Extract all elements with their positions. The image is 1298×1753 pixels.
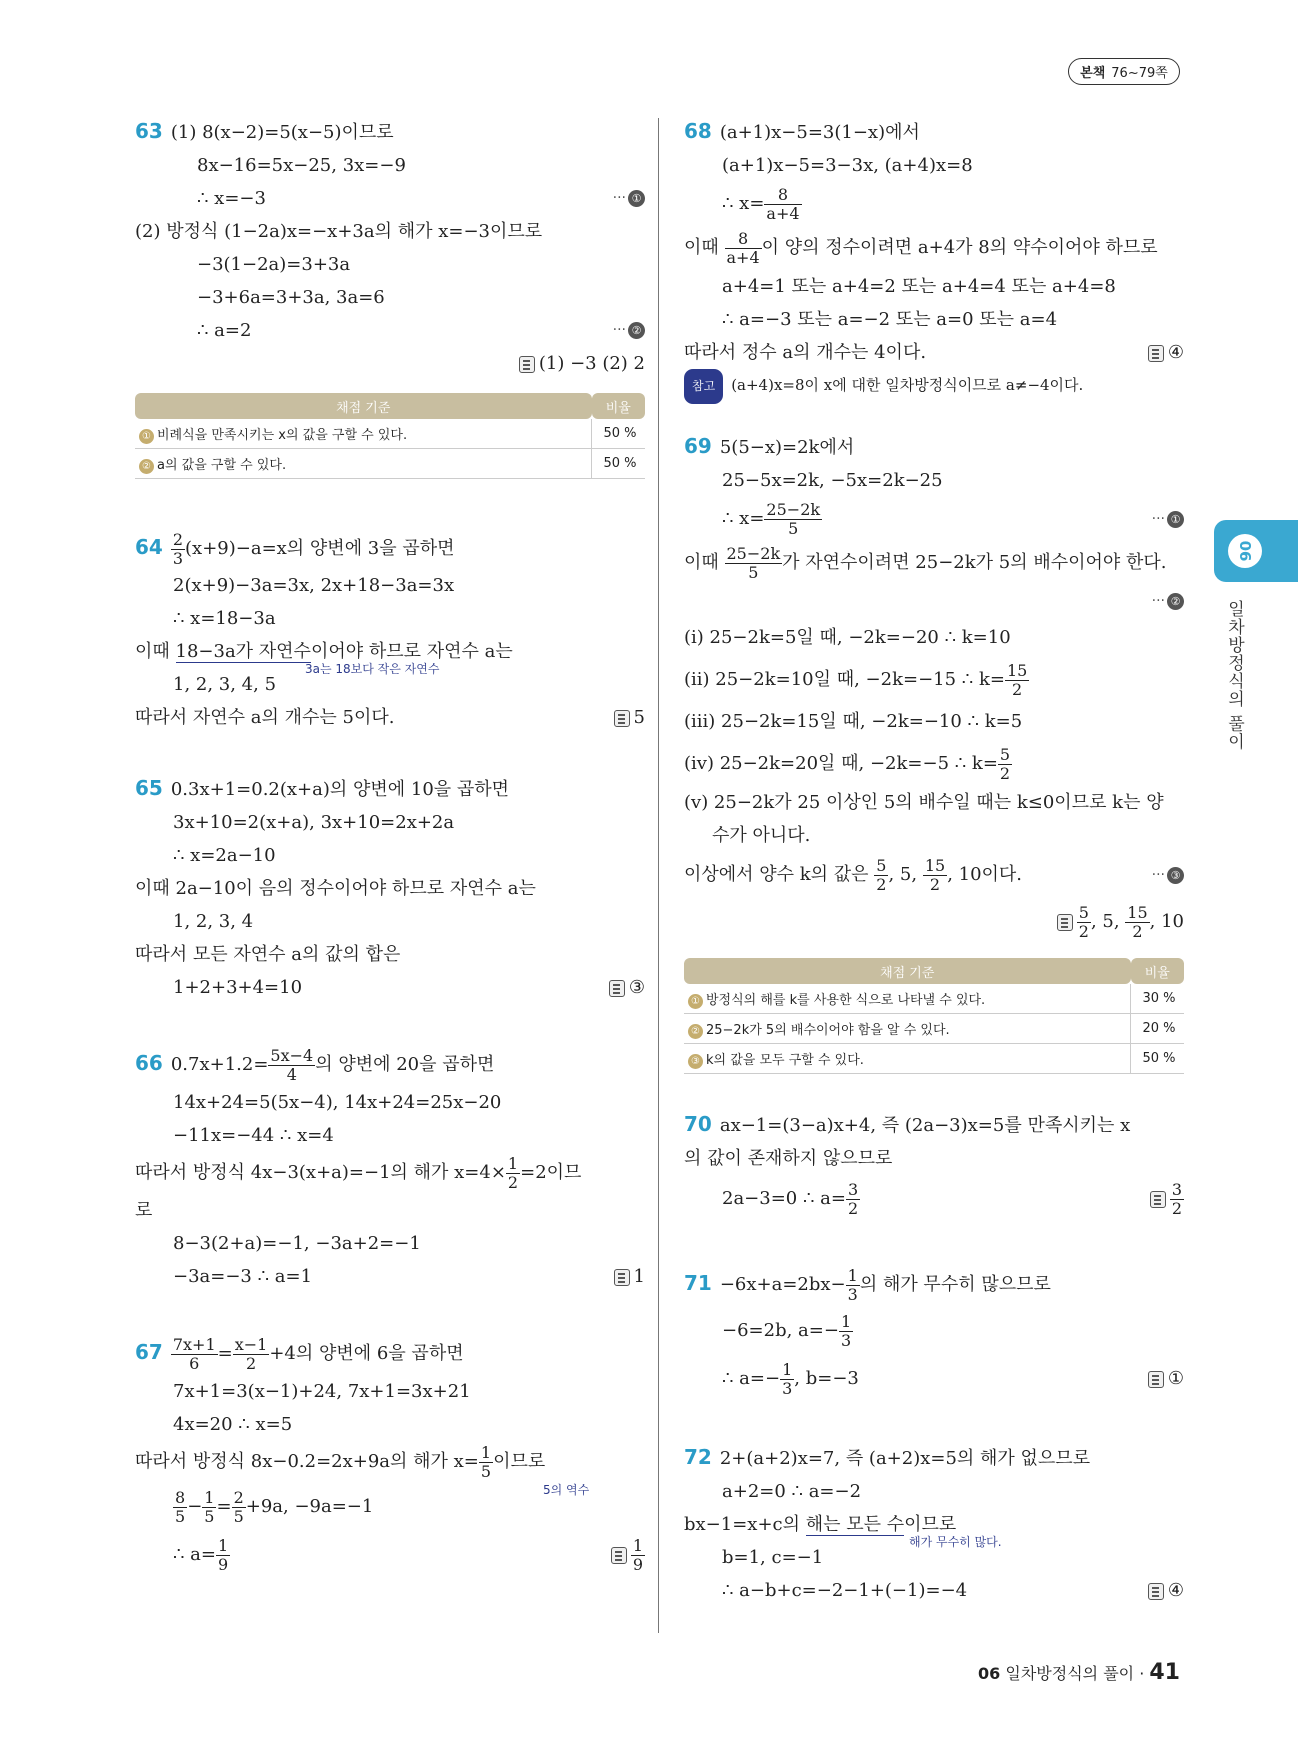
problem-70: 70 ax−1=(3−a)x+4, 즉 (2a−3)x=5를 만족시키는 x 의 값이 존재하지 않으므로 2a−3=0 ∴ a= $\frac{3}{2}$ $\frac{3}{2}$ <box>684 1108 1184 1223</box>
answer: 5 <box>614 701 645 734</box>
case-line: (ⅳ) 25−2k=20일 때, −2k=−5 ∴ k= $\frac{5}{2}$ <box>684 744 1011 783</box>
solution-line: ∴ x= $\frac{25-2k}{5}$ ··· ① <box>684 497 1184 541</box>
problem-number: 67 <box>135 1340 163 1364</box>
solution-line: ∴ a=− $\frac{1}{3}$ , b=−3 ① <box>684 1355 1184 1403</box>
right-column <box>684 115 1184 1607</box>
solution-line: $\frac{8}{5}$ − $\frac{1}{5}$ = $\frac{2}{5}$ +9a, −9a=−1 <box>175 1487 374 1526</box>
problem-number: 66 <box>135 1051 163 1075</box>
solution-line: (2) 방정식 (1−2a)x=−x+3a의 해가 x=−3이므로 <box>135 221 543 242</box>
solution-line: 25−5x=2k, −5x=2k−25 <box>722 470 943 491</box>
criteria-header: 채점 기준 <box>135 393 592 419</box>
problem-number: 69 <box>684 434 712 458</box>
ratio-header: 비율 <box>1131 958 1185 984</box>
solution-line: 따라서 정수 a의 개수는 4이다. ④ <box>684 336 1184 369</box>
solution-line: 7x+1=3(x−1)+24, 7x+1=3x+21 <box>173 1381 471 1402</box>
annotation-note: 3a는 18보다 작은 자연수 <box>305 662 440 676</box>
solution-line: 따라서 모든 자연수 a의 값의 합은 <box>135 944 401 965</box>
table-row: ① 방정식의 해를 k를 사용한 식으로 나타낼 수 있다. 30 % <box>684 984 1184 1014</box>
solution-line: 이상에서 양수 k의 값은 $\frac{5}{2}$ , 5, $\frac{15}{2}$ , 10이다. ··· ③ <box>684 852 1184 898</box>
solution-line: 1, 2, 3, 4 <box>173 911 254 932</box>
solution-line: 이때 $\frac{8}{a+4}$ 이 양의 정수이려면 a+4가 8의 약수이어야 하므로 <box>684 228 1158 267</box>
solution-line: (a+1)x−5=3−3x, (a+4)x=8 <box>722 155 973 176</box>
ref-pages: 76~79쪽 <box>1111 66 1168 81</box>
solution-line: 2a−3=0 ∴ a= $\frac{3}{2}$ $\frac{3}{2}$ <box>684 1175 1184 1223</box>
solution-line: ∴ x=18−3a <box>173 608 276 629</box>
annotation-note: 해가 무수히 많다. <box>909 1535 1002 1549</box>
answer: $\frac{1}{9}$ <box>611 1531 645 1579</box>
footer-title: 일차방정식의 풀이 <box>1005 1664 1135 1683</box>
left-column <box>135 115 645 1579</box>
page-number: 41 <box>1149 1660 1180 1685</box>
solution-line: 8x−16=5x−25, 3x=−9 <box>197 155 406 176</box>
step-marker: ··· ② <box>1152 585 1184 618</box>
answer: ① <box>1148 1355 1184 1403</box>
note-tag: 참고 <box>684 369 723 404</box>
solution-line: ∴ a= $\frac{1}{9}$ $\frac{1}{9}$ <box>135 1531 645 1579</box>
problem-67: 67 $\frac{7x+1}{6}$ = $\frac{x-1}{2}$ +4의 양변에 6을 곱하면 7x+1=3(x−1)+24, 7x+1=3x+21 4x=20 ∴ x=5 따라서 방정식 8x−0.2=2x+9a의 해가 x= $\frac{1}{5}$ 이므로 5의 역수 $\frac{8}{5}$ − $\frac{1}{5}$ = $\frac{2}{5}$ +9a, −9a=−1 ∴ a= $\frac{1}{9}$ $\frac{1}{9}$ <box>135 1331 645 1579</box>
answer: ④ <box>1148 1574 1184 1607</box>
solution-line: 14x+24=5(5x−4), 14x+24=25x−20 <box>173 1092 502 1113</box>
solution-line: 의 값이 존재하지 않으므로 <box>684 1148 893 1169</box>
answer: ④ <box>1148 336 1184 369</box>
grading-criteria-table <box>135 393 645 479</box>
problem-number: 68 <box>684 119 712 143</box>
chapter-tab[interactable] <box>1214 520 1298 582</box>
solution-line: 따라서 방정식 4x−3(x+a)=−1의 해가 x=4× $\frac{1}{2}$ =2이므 <box>135 1153 582 1192</box>
chapter-number: 06 <box>1228 534 1262 568</box>
solution-line: b=1, c=−1 <box>722 1547 824 1568</box>
solution-line: 이때 $\frac{25-2k}{5}$ 가 자연수이려면 25−2k가 5의 배수이어야 한다. <box>684 543 1167 582</box>
ratio-header: 비율 <box>592 393 646 419</box>
solution-line: ∴ a=−3 또는 a=−2 또는 a=0 또는 a=4 <box>722 309 1058 330</box>
table-row: ③ k의 값을 모두 구할 수 있다. 50 % <box>684 1044 1184 1074</box>
problem-68: 68 (a+1)x−5=3(1−x)에서 (a+1)x−5=3−3x, (a+4)x=8 ∴ x= $\frac{8}{a+4}$ 이때 $\frac{8}{a+4}$ 이 양의 정수이려면 a+4가 8의 약수이어야 하므로 a+4=1 또는 a+4=2 또는 a+4=4 또는 a+4=8 ∴ a=−3 또는 a=−2 또는 a=0 또는 a=4 따라서 정수 a의 개수는 4이다. ④ 참고 (a+4)x=8이 x에 대한 일차방정식이므로 a≠−4이다. <box>684 115 1184 404</box>
solution-line: 이때 2a−10이 음의 정수이어야 하므로 자연수 a는 <box>135 878 536 899</box>
footer-chapter: 06 <box>978 1664 1001 1683</box>
solution-line: 1, 2, 3, 4, 5 <box>173 674 277 695</box>
chapter-label: 일차방정식의 풀이 <box>1224 600 1244 751</box>
solution-line: −3(1−2a)=3+3a <box>197 254 351 275</box>
solution-line: 따라서 방정식 8x−0.2=2x+9a의 해가 x= $\frac{1}{5}$ 이므로 5의 역수 <box>135 1441 645 1483</box>
solution-line: ∴ x=−3 ··· ① <box>135 182 645 215</box>
problem-69: 69 5(5−x)=2k에서 25−5x=2k, −5x=2k−25 ∴ x= $\frac{25-2k}{5}$ ··· ① 이때 $\frac{25-2k}{5}$ 가 자연수이려면 25−2k가 5의 배수이어야 한다. ··· ② (ⅰ) 25−2k=5일 때, −2k=−20 ∴ k=10 (ⅱ) 25−2k=10일 때, −2k=−15 ∴ k= $\frac{15}{2}$ (ⅲ) 25−2k=15일 때, −2k=−10 ∴ k=5 (ⅳ) 25−2k=20일 때, −2k=−5 ∴ k= $\frac{5}{2}$ (ⅴ) 25−2k가 25 이상인 5의 배수일 때는 k≤0이므로 k는 양 수가 아니다. 이상에서 양수 k의 값은 $\frac{5}{2}$ , 5, $\frac{15}{2}$ , 10이다. ··· ③ $\frac{5}{2}$ , 5, $\frac{15}{2}$ , 10 채점 기준 비율 ① 방정식의 해를 k를 사용한 식으로 나타낼 수 있다. 30 % ② 25−2k가 5의 배수이어야 함을 알 수 있다. 20 % ③ k의 값을 모두 구할 수 있다. 50 % <box>684 430 1184 1074</box>
solution-line: −3a=−3 ∴ a=1 1 <box>135 1260 645 1293</box>
problem-number: 65 <box>135 776 163 800</box>
solution-line: ∴ a−b+c=−2−1+(−1)=−4 ④ <box>684 1574 1184 1607</box>
table-row: ② 25−2k가 5의 배수이어야 함을 알 수 있다. 20 % <box>684 1014 1184 1044</box>
problem-63 <box>135 115 645 479</box>
criteria-header: 채점 기준 <box>684 958 1131 984</box>
solution-line: ∴ x= $\frac{8}{a+4}$ <box>722 184 800 223</box>
problem-66: 66 0.7x+1.2= $\frac{5x-4}{4}$ 의 양변에 20을 곱하면 14x+24=5(5x−4), 14x+24=25x−20 −11x=−44 ∴ x=4 따라서 방정식 4x−3(x+a)=−1의 해가 x=4× $\frac{1}{2}$ =2이므 로 8−3(2+a)=−1, −3a+2=−1 −3a=−3 ∴ a=1 1 <box>135 1042 645 1293</box>
table-row: ② a의 값을 구할 수 있다. 50 % <box>135 449 645 479</box>
problem-number: 63 <box>135 119 163 143</box>
problem-number: 71 <box>684 1271 712 1295</box>
problem-65: 65 0.3x+1=0.2(x+a)의 양변에 10을 곱하면 3x+10=2(x+a), 3x+10=2x+2a ∴ x=2a−10 이때 2a−10이 음의 정수이어야 하므로 자연수 a는 1, 2, 3, 4 따라서 모든 자연수 a의 값의 합은 1+2+3+4=10 ③ <box>135 772 645 1004</box>
fraction: $\frac{5x-4}{4}$ <box>270 1045 314 1084</box>
answer: (1) −3 (2) 2 <box>135 347 645 381</box>
solution-line: 로 <box>135 1200 153 1221</box>
solution-line: ∴ x=2a−10 <box>173 845 276 866</box>
solution-line: (1) 8(x−2)=5(x−5)이므로 <box>170 122 394 143</box>
answer-icon <box>519 356 535 373</box>
answer: ③ <box>609 971 645 1004</box>
problem-number: 64 <box>135 535 163 559</box>
step-marker: ··· ② <box>613 314 645 347</box>
solution-line: 4x=20 ∴ x=5 <box>173 1414 293 1435</box>
case-line: 수가 아니다. <box>712 825 811 846</box>
solution-line: −3+6a=3+3a, 3a=6 <box>197 287 385 308</box>
case-line: (ⅰ) 25−2k=5일 때, −2k=−20 ∴ k=10 <box>684 627 1011 648</box>
solution-line: ∴ a=2 ··· ② <box>135 314 645 347</box>
solution-line: 이때 18−3a가 자연수이어야 하므로 자연수 a는 3a는 18보다 작은 자연수 <box>135 635 645 668</box>
solution-line: a+4=1 또는 a+4=2 또는 a+4=4 또는 a+4=8 <box>722 276 1116 297</box>
table-row: ① 비례식을 만족시키는 x의 값을 구할 수 있다. 50 % <box>135 419 645 449</box>
solution-line: 2(x+9)−3a=3x, 2x+18−3a=3x <box>173 575 455 596</box>
column-divider <box>658 118 659 1633</box>
solution-line: 따라서 자연수 a의 개수는 5이다. 5 <box>135 701 645 734</box>
case-line: (ⅴ) 25−2k가 25 이상인 5의 배수일 때는 k≤0이므로 k는 양 <box>684 792 1164 813</box>
reference-note: 참고 (a+4)x=8이 x에 대한 일차방정식이므로 a≠−4이다. <box>684 369 1184 404</box>
problem-number: 70 <box>684 1112 712 1136</box>
solution-line <box>684 585 1184 618</box>
page-footer: 06 일차방정식의 풀이 · 41 <box>978 1660 1180 1685</box>
case-line: (ⅲ) 25−2k=15일 때, −2k=−10 ∴ k=5 <box>684 711 1023 732</box>
solution-line: −6=2b, a=− $\frac{1}{3}$ <box>722 1311 852 1350</box>
solution-line: 1+2+3+4=10 ③ <box>135 971 645 1004</box>
case-line: (ⅱ) 25−2k=10일 때, −2k=−15 ∴ k= $\frac{15}{2}$ <box>684 660 1028 699</box>
step-marker: ··· ① <box>1152 497 1184 541</box>
solution-line: a+2=0 ∴ a=−2 <box>722 1481 862 1502</box>
problem-72: 72 2+(a+2)x=7, 즉 (a+2)x=5의 해가 없으므로 a+2=0 ∴ a=−2 bx−1=x+c의 해는 모든 수이므로 해가 무수히 많다. b=1, c=−1 ∴ a−b+c=−2−1+(−1)=−4 ④ <box>684 1441 1184 1607</box>
solution-line: bx−1=x+c의 해는 모든 수이므로 해가 무수히 많다. <box>684 1508 1184 1541</box>
problem-64: 64 $\frac{2}{3}$ (x+9)−a=x의 양변에 3을 곱하면 2(x+9)−3a=3x, 2x+18−3a=3x ∴ x=18−3a 이때 18−3a가 자연수이어야 하므로 자연수 a는 3a는 18보다 작은 자연수 1, 2, 3, 4, 5 따라서 자연수 a의 개수는 5이다. 5 <box>135 527 645 734</box>
grading-criteria-table <box>684 958 1184 1074</box>
solution-line: −11x=−44 ∴ x=4 <box>173 1125 334 1146</box>
ref-label: 본책 <box>1080 66 1106 81</box>
problem-number: 72 <box>684 1445 712 1469</box>
fraction: $\frac{2}{3}$ <box>172 529 184 568</box>
answer: $\frac{5}{2}$ , 5, $\frac{15}{2}$ , 10 <box>684 898 1184 946</box>
problem-71: 71 −6x+a=2bx− $\frac{1}{3}$ 의 해가 무수히 많으므로 −6=2b, a=− $\frac{1}{3}$ ∴ a=− $\frac{1}{3}$ , b=−3 ① <box>684 1261 1184 1403</box>
solution-line: 8−3(2+a)=−1, −3a+2=−1 <box>173 1233 421 1254</box>
answer: 1 <box>614 1260 645 1293</box>
solution-line: 3x+10=2(x+a), 3x+10=2x+2a <box>173 812 455 833</box>
annotation-note: 5의 역수 <box>543 1483 590 1497</box>
reference-badge <box>1068 58 1180 85</box>
step-marker: ··· ③ <box>1152 852 1184 898</box>
step-marker: ··· ① <box>613 182 645 215</box>
answer: $\frac{3}{2}$ <box>1150 1175 1184 1223</box>
